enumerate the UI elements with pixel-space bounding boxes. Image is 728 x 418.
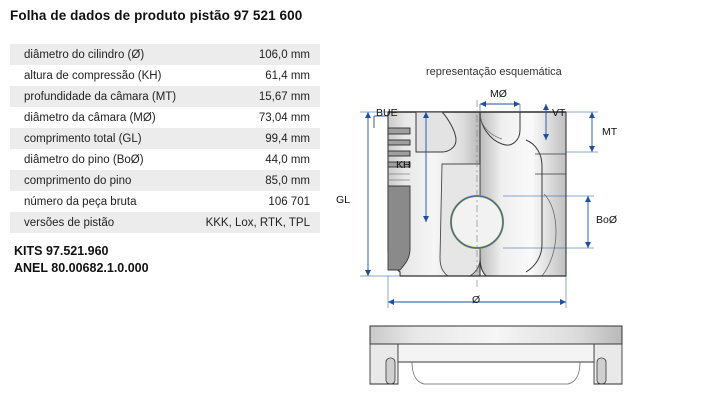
dim-label-mo: MØ — [490, 88, 507, 100]
piston-drawing — [330, 44, 722, 414]
spec-value: 61,4 mm — [192, 65, 320, 86]
spec-label: profundidade da câmara (MT) — [10, 86, 192, 107]
spec-label: altura de compressão (KH) — [10, 65, 192, 86]
dim-label-bo: BoØ — [596, 214, 618, 226]
dim-label-mt: MT — [602, 126, 618, 138]
table-row — [10, 65, 320, 86]
table-row — [10, 107, 320, 128]
table-row — [10, 191, 320, 212]
spec-value: KKK, Lox, RTK, TPL — [192, 212, 320, 233]
spec-value: 106,0 mm — [192, 44, 320, 65]
kits-block — [14, 243, 149, 277]
table-row — [10, 170, 320, 191]
spec-value: 106 701 — [192, 191, 320, 212]
anel-line: ANEL 80.00682.1.0.000 — [14, 261, 149, 275]
kits-line: KITS 97.521.960 — [14, 244, 109, 258]
spec-label: comprimento total (GL) — [10, 128, 192, 149]
dim-label-diameter: Ø — [472, 294, 481, 306]
spec-label: diâmetro do pino (BoØ) — [10, 149, 192, 170]
dim-label-bue: BUE — [376, 107, 398, 119]
spec-label: diâmetro da câmara (MØ) — [10, 107, 192, 128]
spec-value: 44,0 mm — [192, 149, 320, 170]
table-row — [10, 44, 320, 65]
spec-value: 15,67 mm — [192, 86, 320, 107]
dim-label-gl: GL — [336, 194, 351, 206]
dim-label-vt: VT — [552, 107, 566, 119]
table-row — [10, 212, 320, 233]
spec-value: 85,0 mm — [192, 170, 320, 191]
spec-label: versões de pistão — [10, 212, 192, 233]
spec-label: comprimento do pino — [10, 170, 192, 191]
dim-label-kh: KH — [396, 159, 411, 171]
spec-table — [10, 44, 320, 233]
schema-caption: representação esquemática — [426, 66, 562, 78]
piston-section-view — [388, 100, 566, 290]
table-row — [10, 128, 320, 149]
piston-bottom-view — [370, 326, 622, 384]
spec-label: diâmetro do cilindro (Ø) — [10, 44, 192, 65]
table-row — [10, 86, 320, 107]
spec-value: 99,4 mm — [192, 128, 320, 149]
page-title: Folha de dados de produto pistão 97 521 600 — [10, 8, 303, 23]
table-row — [10, 149, 320, 170]
spec-label: número da peça bruta — [10, 191, 192, 212]
spec-value: 73,04 mm — [192, 107, 320, 128]
piston-schematic-svg — [330, 44, 722, 414]
